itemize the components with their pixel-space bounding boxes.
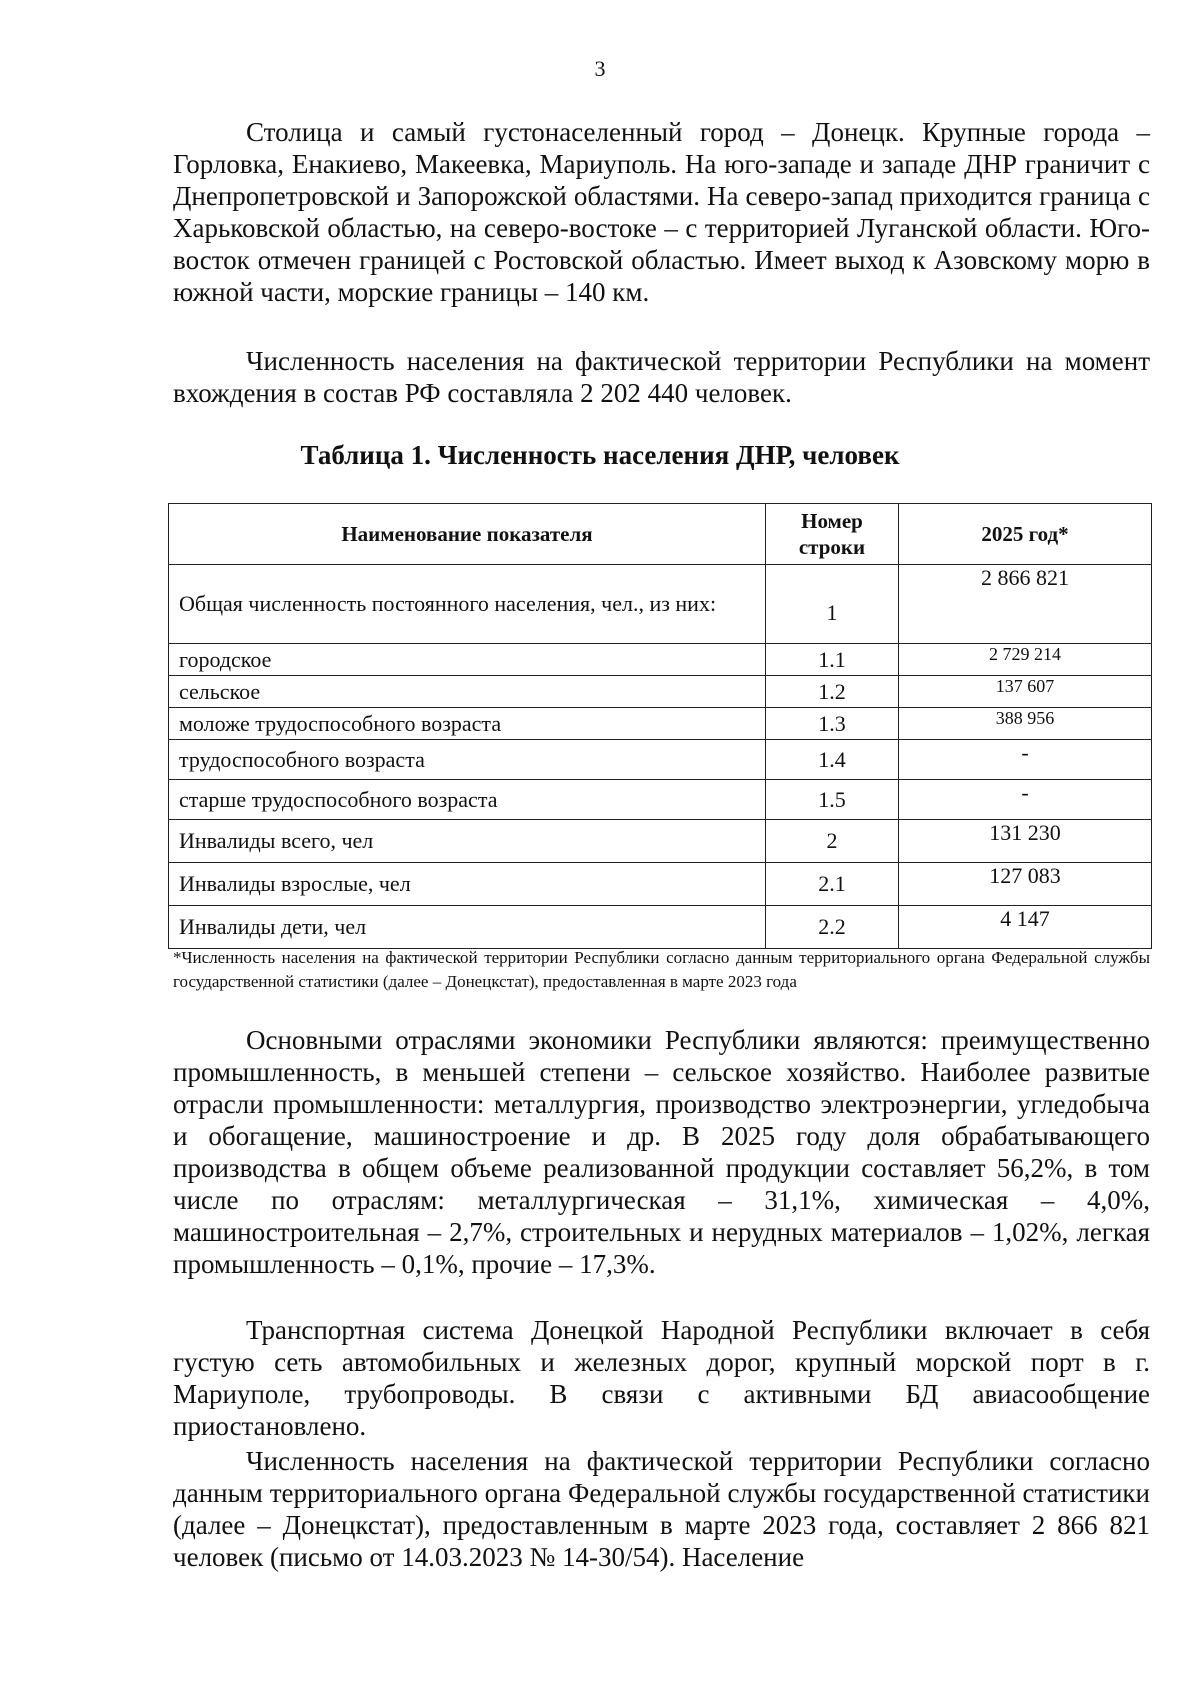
- row-number: 1.4: [766, 740, 899, 780]
- page-number: 3: [594, 56, 606, 81]
- table-title: Таблица 1. Численность населения ДНР, человек: [300, 440, 900, 470]
- row-value: -: [899, 740, 1152, 780]
- row-name: старше трудоспособного возраста: [169, 780, 766, 820]
- table-header-row: [169, 504, 1152, 565]
- header-row-number: Номер строки: [766, 504, 899, 565]
- paragraph-transport: Транспортная система Донецкой Народной Республики включает в себя густую сеть автомобильных и железных дорог, крупный морской порт в г. Мариуполе, трубопроводы. В связи с активными БД авиасообщение приостановлено.: [173, 1315, 1150, 1441]
- row-number: 1: [766, 565, 899, 644]
- row-number: 2.2: [766, 906, 899, 949]
- row-number: 2.1: [766, 863, 899, 906]
- row-value: -: [899, 780, 1152, 820]
- row-name: Инвалиды дети, чел: [169, 906, 766, 949]
- row-value: 2 729 214: [899, 644, 1152, 676]
- row-name: Инвалиды всего, чел: [169, 820, 766, 863]
- row-value: 131 230: [899, 820, 1152, 863]
- row-number: 1.1: [766, 644, 899, 676]
- paragraph-population-2023: Численность населения на фактической территории Республики согласно данным территориального органа Федеральной службы государственной статистики (далее – Донецкстат), предоставленным в марте 2023 года, составляет 2 866 821 человек (письмо от 14.03.2023 № 14-30/54). Население: [173, 1446, 1150, 1572]
- row-name: городское: [169, 644, 766, 676]
- row-value: 2 866 821: [899, 565, 1152, 644]
- row-number: 2: [766, 820, 899, 863]
- paragraph-economy: Основными отраслями экономики Республики являются: преимущественно промышленность, в меньшей степени – сельское хозяйство. Наиболее развитые отрасли промышленности: металлургия, производство электроэнергии, угледобыча и обогащение, машиностроение и др. В 2025 году доля обрабатывающего производства в общем объеме реализованной продукции составляет 56,2%, в том числе по отраслям: металлургическая – 31,1%, химическая – 4,0%, машиностроительная – 2,7%, строительных и нерудных материалов – 1,02%, легкая промышленность – 0,1%, прочие – 17,3%.: [173, 1025, 1150, 1279]
- table-row: [169, 820, 1152, 863]
- row-name: сельское: [169, 676, 766, 708]
- row-name: Инвалиды взрослые, чел: [169, 863, 766, 906]
- table-row: [169, 565, 1152, 644]
- row-number: 1.3: [766, 708, 899, 740]
- paragraph-population-entry: Численность населения на фактической территории Республики на момент вхождения в состав РФ составляла 2 202 440 человек.: [173, 346, 1150, 408]
- row-value: 127 083: [899, 863, 1152, 906]
- row-name: моложе трудоспособного возраста: [169, 708, 766, 740]
- population-table: [168, 503, 1152, 949]
- row-value: 137 607: [899, 676, 1152, 708]
- header-year-2025: 2025 год*: [899, 504, 1152, 565]
- header-indicator-name: Наименование показателя: [169, 504, 766, 565]
- table-row: [169, 644, 1152, 676]
- row-name: Общая численность постоянного населения, чел., из них:: [169, 565, 766, 644]
- row-number: 1.5: [766, 780, 899, 820]
- row-number: 1.2: [766, 676, 899, 708]
- table-row: [169, 740, 1152, 780]
- table-row: [169, 863, 1152, 906]
- table-footnote: *Численность населения на фактической территории Республики согласно данным территориального органа Федеральной службы государственной статистики (далее – Донецкстат), предоставленная в марте 2023 года: [173, 948, 1150, 991]
- table-row: [169, 780, 1152, 820]
- paragraph-capital-borders: Столица и самый густонаселенный город – Донецк. Крупные города – Горловка, Енакиево, Макеевка, Мариуполь. На юго-западе и западе ДНР граничит с Днепропетровской и Запорожской областями. На северо-запад приходится граница с Харьковской областью, на северо-востоке – с территорией Луганской области. Юго-восток отмечен границей с Ростовской областью. Имеет выход к Азовскому морю в южной части, морские границы – 140 км.: [173, 117, 1150, 307]
- row-name: трудоспособного возраста: [169, 740, 766, 780]
- row-value: 388 956: [899, 708, 1152, 740]
- row-value: 4 147: [899, 906, 1152, 949]
- table-row: [169, 906, 1152, 949]
- table-row: [169, 708, 1152, 740]
- table-row: [169, 676, 1152, 708]
